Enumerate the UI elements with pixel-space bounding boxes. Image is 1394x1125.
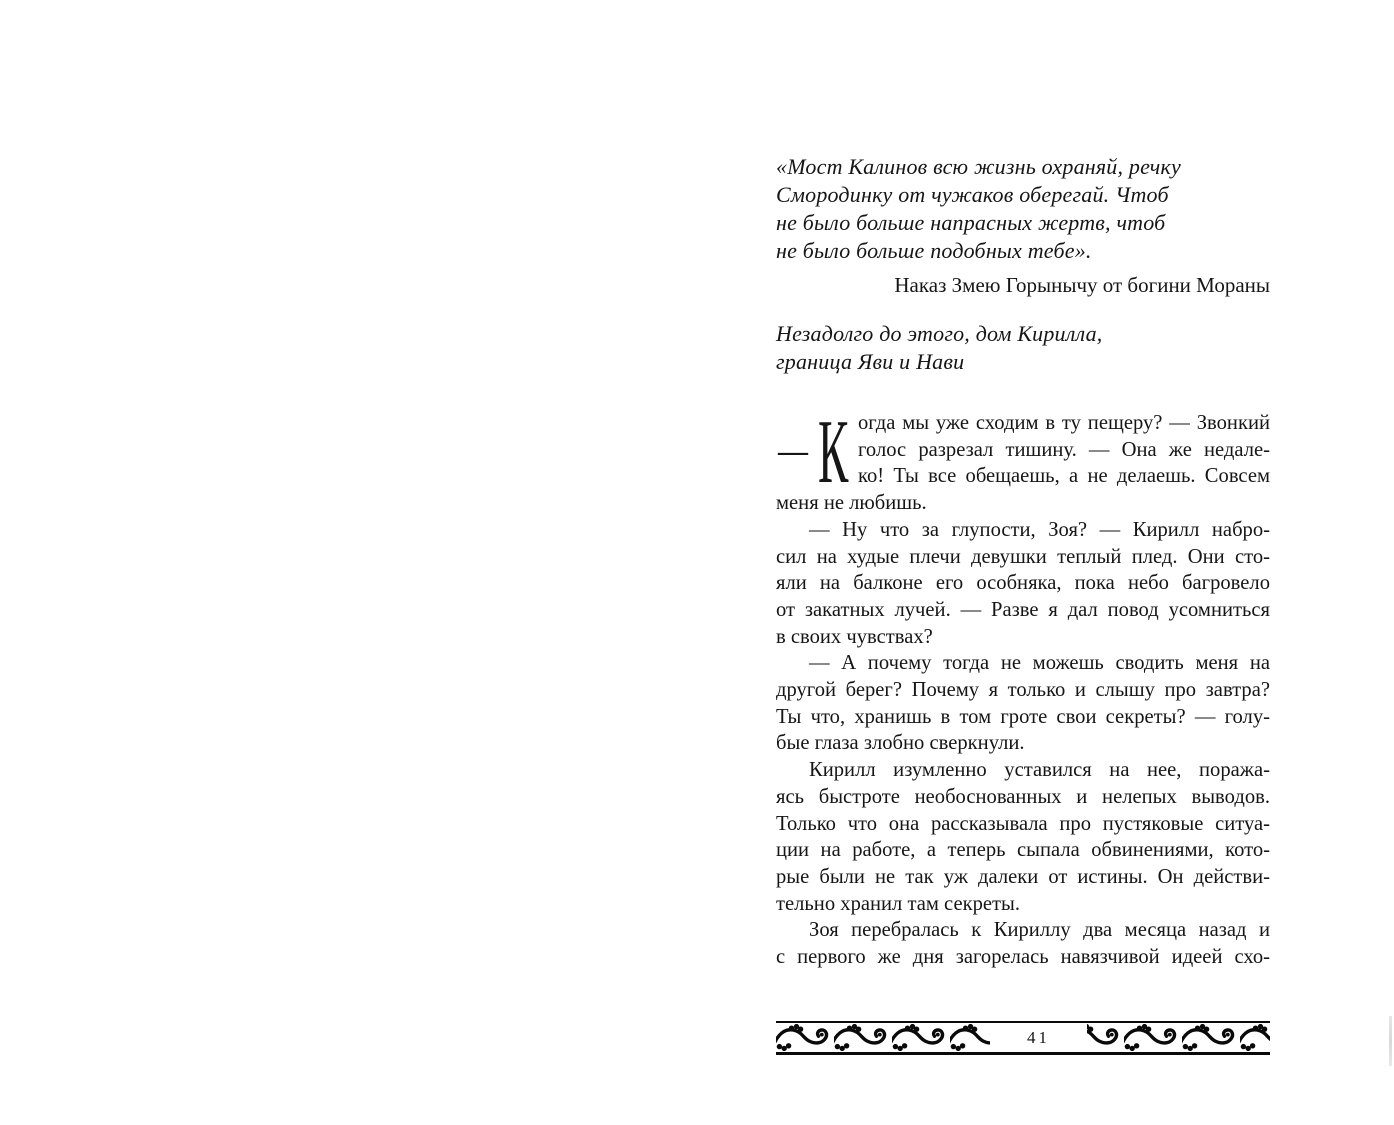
body-line: ции на работе, а теперь сыпала обвинениями, кото- <box>776 839 1270 862</box>
body-line: огда мы уже сходим в ту пещеру? — Звонкий <box>858 412 1270 434</box>
epigraph-attribution: Наказ Змею Горынычу от богини Мораны <box>894 273 1270 297</box>
paragraphs <box>776 401 1270 971</box>
page-edge-artifact <box>1389 1016 1392 1066</box>
epigraph-line: Смородинку от чужаков оберегай. Чтоб <box>776 182 1169 207</box>
ornament-rule-bottom <box>776 1052 1270 1056</box>
body-line: яли на балконе его особняка, пока небо багровело <box>776 572 1270 595</box>
body-line: Зоя перебралась к Кириллу два месяца назад и <box>809 919 1270 942</box>
body-line: ясь быстроте необоснованных и нелепых выводов. <box>776 785 1270 808</box>
body-line: Ты что, хранишь в том гроте свои секреты? — голу- <box>776 705 1270 728</box>
scene-setting <box>776 320 1270 375</box>
body-line: ко! Ты все обещаешь, а не делаешь. Совсем <box>858 465 1270 488</box>
body-line: — А почему тогда не можешь сводить меня на <box>809 652 1270 675</box>
opening-dash: — <box>778 435 808 468</box>
body-line: с первого же дня загорелась навязчивой идеей схо- <box>776 946 1270 969</box>
body-line: другой берег? Почему я только и слышу про завтра? <box>776 679 1270 702</box>
body-line: меня не любишь. <box>776 492 927 515</box>
scene-line: граница Яви и Нави <box>776 348 965 374</box>
body-line: бые глаза злобно сверкнули. <box>776 732 1025 755</box>
body-line: сил на худые плечи девушки теплый плед. Они сто- <box>776 545 1270 568</box>
body-line: Только что она рассказывала про пустяковые ситуа- <box>776 812 1270 835</box>
body-line: рые были не так уж далеки от истины. Он действи- <box>776 865 1270 888</box>
epigraph-line: «Мост Калинов всю жизнь охраняй, речку <box>776 154 1181 179</box>
epigraph-line: не было больше подобных тебе». <box>776 238 1092 263</box>
body-line: в своих чувствах? <box>776 625 933 648</box>
epigraph <box>776 153 1270 265</box>
vine-scroll-left <box>776 1024 990 1051</box>
body-line: — Ну что за глупости, Зоя? — Кирилл набро- <box>809 518 1270 541</box>
ornament-rule-top <box>776 1021 1270 1023</box>
drop-cap-letter: К <box>818 401 849 502</box>
body-line: от закатных лучей. — Разве я дал повод усомниться <box>776 598 1270 621</box>
body-line: тельно хранил там секреты. <box>776 892 1021 915</box>
vine-scroll-right <box>1087 1024 1270 1051</box>
epigraph-line: не было больше напрасных жертв, чтоб <box>776 210 1166 235</box>
body-line: Кирилл изумленно уставился на нее, поража- <box>809 759 1270 782</box>
body-line: голос разрезал тишину. — Она же недале- <box>858 438 1270 461</box>
page-number: 41 <box>1027 1028 1050 1047</box>
body-text <box>776 401 1270 971</box>
footer-ornament-band <box>776 1021 1270 1055</box>
scene-line: Незадолго до этого, дом Кирилла, <box>776 321 1103 346</box>
